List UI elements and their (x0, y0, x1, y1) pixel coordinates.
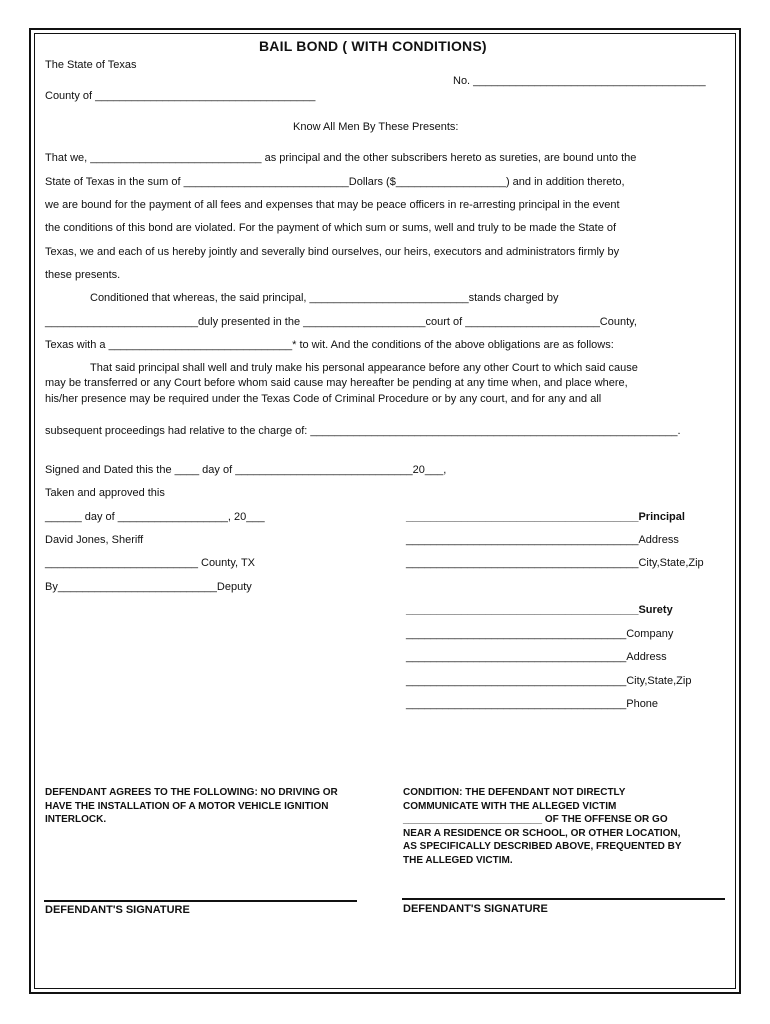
surety-signature-field[interactable]: ______________________________________Surety (406, 604, 673, 616)
body-line-4: the conditions of this bond are violated. For the payment of which sum or sums, well and truly to be made the State of (45, 222, 617, 234)
case-number-field[interactable]: No. ______________________________________ (453, 75, 706, 87)
taken-approved-line: Taken and approved this (45, 487, 165, 499)
body-line-1: That we, ____________________________ as principal and the other subscribers hereto as sureties, are bound unto the (45, 152, 637, 164)
defendant-signature-label-left: DEFENDANT'S SIGNATURE (45, 904, 190, 916)
surety-address-field[interactable]: ____________________________________Address (406, 651, 667, 663)
body-line-2: State of Texas in the sum of ___________________________Dollars ($__________________) and in addition thereto, (45, 176, 625, 188)
condition-line-1: CONDITION: THE DEFENDANT NOT DIRECTLY (403, 787, 626, 798)
defendant-signature-line-right[interactable] (402, 898, 725, 900)
defendant-signature-label-right: DEFENDANT'S SIGNATURE (403, 903, 548, 915)
principal-city-field[interactable]: ______________________________________City,State,Zip (406, 557, 704, 569)
surety-company-field[interactable]: ____________________________________Company (406, 628, 674, 640)
county-tx-field[interactable]: _________________________ County, TX (45, 557, 256, 569)
body-line-9: Texas with a ______________________________* to wit. And the conditions of the above obligations are as follows: (45, 339, 614, 351)
county-field[interactable]: County of ____________________________________ (45, 90, 316, 102)
condition-line-3[interactable]: _________________________ OF THE OFFENSE OR GO (403, 814, 668, 825)
body-line-10: That said principal shall well and truly make his personal appearance before any other Court to which said cause (90, 362, 638, 374)
body-line-6: these presents. (45, 269, 121, 281)
surety-city-field[interactable]: ____________________________________City,State,Zip (406, 675, 692, 687)
condition-line-6: THE ALLEGED VICTIM. (403, 855, 513, 866)
defendant-signature-line-left[interactable] (44, 900, 357, 902)
body-line-3: we are bound for the payment of all fees and expenses that may be peace officers in re-arresting principal in the event (45, 199, 620, 211)
defendant-agreement-text: DEFENDANT AGREES TO THE FOLLOWING: NO DRIVING OR HAVE THE INSTALLATION OF A MOTOR VEHICLE IGNITION INTERLOCK. (45, 787, 338, 825)
approval-date-field[interactable]: ______ day of __________________, 20___ (45, 511, 265, 523)
condition-line-2: COMMUNICATE WITH THE ALLEGED VICTIM (403, 801, 617, 812)
surety-phone-field[interactable]: ____________________________________Phone (406, 698, 659, 710)
body-line-7: Conditioned that whereas, the said principal, __________________________stands charged by (90, 292, 559, 304)
principal-address-field[interactable]: ______________________________________Address (406, 534, 679, 546)
body-line-5: Texas, we and each of us hereby jointly and severally bind ourselves, our heirs, executors and administrators firmly by (45, 246, 620, 258)
deputy-field[interactable]: By__________________________Deputy (45, 581, 252, 593)
sheriff-name: David Jones, Sheriff (45, 534, 144, 546)
body-line-12: his/her presence may be required under the Texas Code of Criminal Procedure or by any court, and for any and all (45, 393, 602, 405)
body-line-11: may be transferred or any Court before whom said cause may hereafter be pending at any time when, and place where, (45, 377, 628, 389)
know-all-heading: Know All Men By These Presents: (293, 121, 459, 133)
state-line: The State of Texas (45, 59, 137, 71)
body-line-13: subsequent proceedings had relative to the charge of: ____________________________________________________________. (45, 425, 681, 437)
condition-line-4: NEAR A RESIDENCE OR SCHOOL, OR OTHER LOCATION, (403, 828, 681, 839)
signed-dated-line[interactable]: Signed and Dated this the ____ day of _____________________________20___, (45, 464, 447, 476)
principal-signature-field[interactable]: ______________________________________Principal (406, 511, 685, 523)
document-title: BAIL BOND ( WITH CONDITIONS) (259, 38, 487, 54)
condition-line-5: AS SPECIFICALLY DESCRIBED ABOVE, FREQUENTED BY (403, 841, 682, 852)
body-line-8: _________________________duly presented in the ____________________court of ______________________County, (45, 316, 637, 328)
